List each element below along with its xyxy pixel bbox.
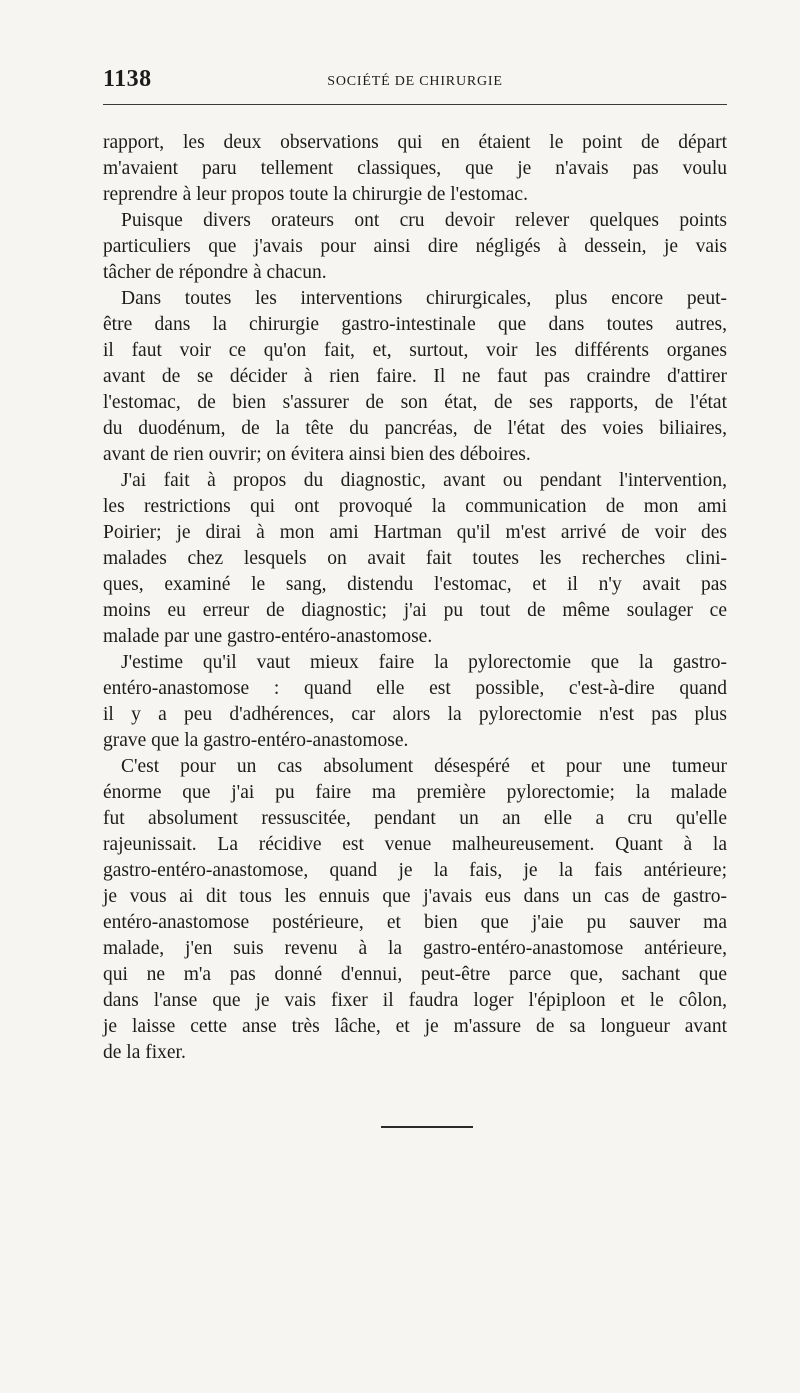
text-line: malades chez lesquels on avait fait toutes les recherches clini- [103, 548, 727, 569]
body-text [103, 130, 727, 1066]
text-line: malade, j'en suis revenu à la gastro-entéro-anastomose antérieure, [103, 938, 727, 959]
paragraph-start-line: Dans toutes les interventions chirurgicales, plus encore peut- [121, 288, 727, 309]
text-line: il faut voir ce qu'on fait, et, surtout, voir les différents organes [103, 340, 727, 361]
text-line: être dans la chirurgie gastro-intestinale que dans toutes autres, [103, 314, 727, 335]
text-line: énorme que j'ai pu faire ma première pylorectomie; la malade [103, 782, 727, 803]
page-header [103, 66, 727, 96]
text-line: il y a peu d'adhérences, car alors la pylorectomie n'est pas plus [103, 704, 727, 725]
text-line: m'avaient paru tellement classiques, que je n'avais pas voulu [103, 158, 727, 179]
text-line: dans l'anse que je vais fixer il faudra loger l'épiploon et le côlon, [103, 990, 727, 1011]
text-line: entéro-anastomose : quand elle est possible, c'est-à-dire quand [103, 678, 727, 699]
text-line: les restrictions qui ont provoqué la communication de mon ami [103, 496, 727, 517]
page-number: 1138 [103, 66, 152, 92]
header-rule [103, 104, 727, 105]
running-title: SOCIÉTÉ DE CHIRURGIE [327, 74, 503, 89]
text-line: ques, examiné le sang, distendu l'estomac, et il n'y avait pas [103, 574, 727, 595]
end-rule [381, 1126, 473, 1128]
text-line: Poirier; je dirai à mon ami Hartman qu'il m'est arrivé de voir des [103, 522, 727, 543]
text-line: fut absolument ressuscitée, pendant un an elle a cru qu'elle [103, 808, 727, 829]
text-line: particuliers que j'avais pour ainsi dire négligés à dessein, je vais [103, 236, 727, 257]
text-line: avant de rien ouvrir; on évitera ainsi bien des déboires. [103, 444, 531, 465]
text-line: rajeunissait. La récidive est venue malheureusement. Quant à la [103, 834, 727, 855]
text-line: grave que la gastro-entéro-anastomose. [103, 730, 409, 751]
paragraph-start-line: J'ai fait à propos du diagnostic, avant ou pendant l'intervention, [121, 470, 727, 491]
paragraph-start-line: Puisque divers orateurs ont cru devoir relever quelques points [121, 210, 727, 231]
text-line: du duodénum, de la tête du pancréas, de l'état des voies biliaires, [103, 418, 727, 439]
text-line: l'estomac, de bien s'assurer de son état, de ses rapports, de l'état [103, 392, 727, 413]
text-line: qui ne m'a pas donné d'ennui, peut-être parce que, sachant que [103, 964, 727, 985]
text-line: gastro-entéro-anastomose, quand je la fais, je la fais antérieure; [103, 860, 727, 881]
text-line: reprendre à leur propos toute la chirurgie de l'estomac. [103, 184, 528, 205]
text-line: tâcher de répondre à chacun. [103, 262, 327, 283]
text-line: malade par une gastro-entéro-anastomose. [103, 626, 433, 647]
text-line: avant de se décider à rien faire. Il ne faut pas craindre d'attirer [103, 366, 727, 387]
text-line: rapport, les deux observations qui en étaient le point de départ [103, 132, 727, 153]
text-line: je laisse cette anse très lâche, et je m'assure de sa longueur avant [103, 1016, 727, 1037]
paragraph-start-line: J'estime qu'il vaut mieux faire la pylorectomie que la gastro- [121, 652, 727, 673]
paragraph-start-line: C'est pour un cas absolument désespéré et pour une tumeur [121, 756, 727, 777]
text-line: de la fixer. [103, 1042, 186, 1063]
text-line: je vous ai dit tous les ennuis que j'avais eus dans un cas de gastro- [103, 886, 727, 907]
text-line: entéro-anastomose postérieure, et bien que j'aie pu sauver ma [103, 912, 727, 933]
text-line: moins eu erreur de diagnostic; j'ai pu tout de même soulager ce [103, 600, 727, 621]
